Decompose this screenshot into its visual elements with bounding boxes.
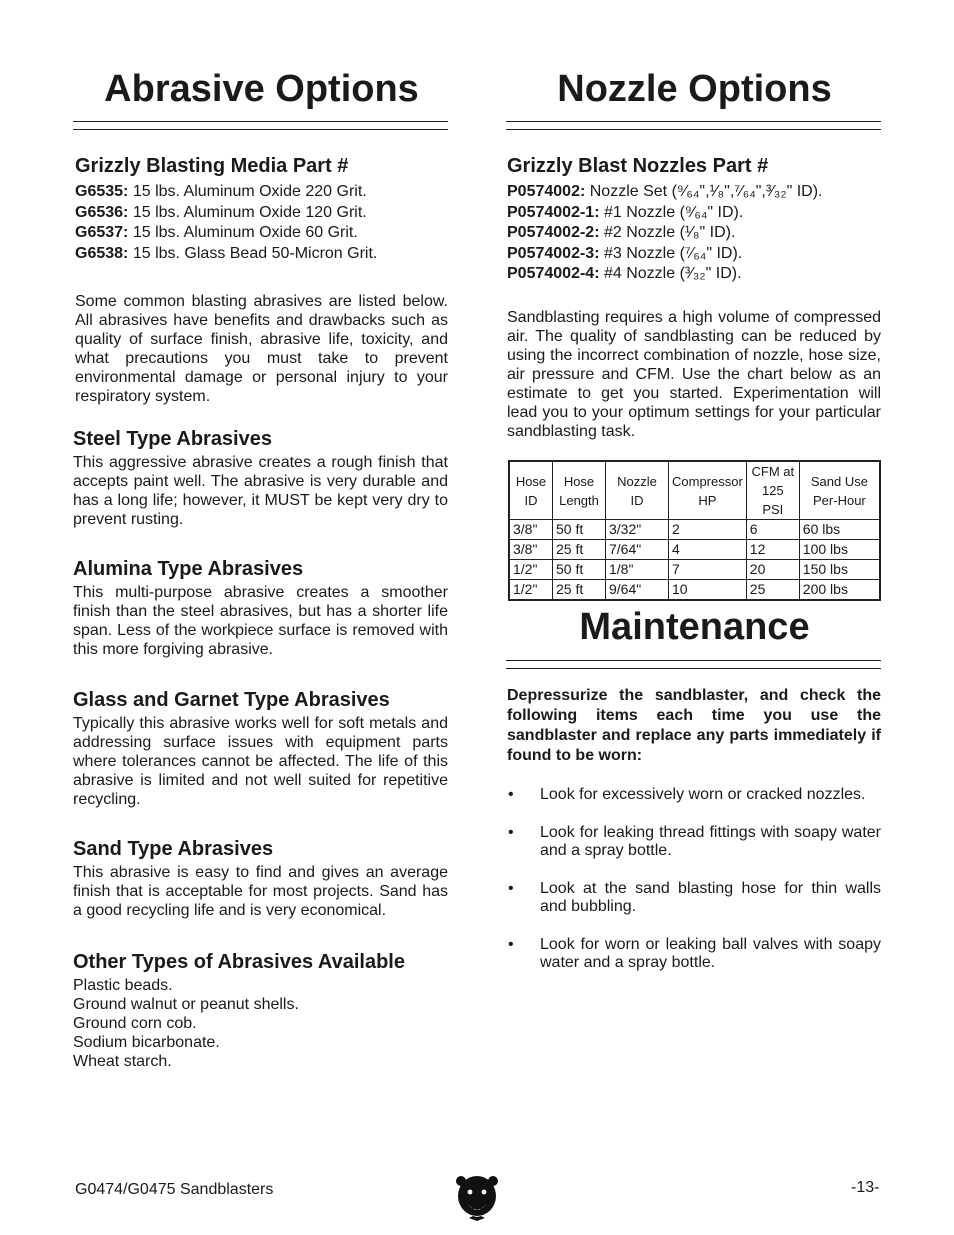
media-part-item: G6536: 15 lbs. Aluminum Oxide 120 Grit.	[75, 203, 367, 221]
media-part-item: G6537: 15 lbs. Aluminum Oxide 60 Grit.	[75, 224, 358, 241]
glass-text: Typically this abrasive works well for soft metals and addressing surface issues with equipment parts where tolerances cannot be affected. The life of this abrasive is limited and not well suited for repetitive recycling.	[73, 715, 448, 808]
table-cell: 12	[746, 540, 799, 560]
table-cell: 1/8"	[606, 560, 669, 580]
sand-text: This abrasive is easy to find and gives an average finish that is acceptable for most projects. Sand has a good recycling life and is very economical.	[73, 864, 448, 919]
nozzle-parts-section	[507, 154, 881, 285]
table-cell: 200 lbs	[799, 580, 880, 601]
nozzle-part-item: P0574002-1: #1 Nozzle (⁹⁄₆₄" ID).	[507, 203, 744, 221]
table-cell: 7	[669, 560, 747, 580]
abrasive-options-title: Abrasive Options	[104, 68, 419, 110]
steel-heading: Steel Type Abrasives	[73, 428, 272, 450]
table-cell: 25 ft	[553, 580, 606, 601]
title-rule-right	[506, 121, 881, 130]
nozzle-part-item: P0574002-3: #3 Nozzle (⁷⁄₆₄" ID).	[507, 244, 743, 262]
maintenance-checklist	[508, 786, 881, 992]
table-cell: 20	[746, 560, 799, 580]
table-cell: 25	[746, 580, 799, 601]
table-cell: 4	[669, 540, 747, 560]
steel-text: This aggressive abrasive creates a rough finish that accepts paint well. The abrasive is very durable and has a long life; however, it MUST be kept very dry to prevent rusting.	[73, 454, 448, 528]
list-item: Ground walnut or peanut shells.	[73, 996, 299, 1013]
glass-section	[73, 688, 448, 809]
maintenance-warning: Depressurize the sandblaster, and check the following items each time you use the sandblaster and replace any parts immediately if found to be worn:	[507, 687, 881, 764]
table-cell: 6	[746, 520, 799, 540]
table-row	[509, 580, 880, 601]
table-cell: 2	[669, 520, 747, 540]
media-part-list	[75, 182, 448, 264]
column-header: Hose ID	[509, 461, 553, 520]
nozzle-part-list	[507, 182, 881, 285]
page-number: -13-	[851, 1179, 880, 1196]
table-row	[509, 560, 880, 580]
table-cell: 7/64"	[606, 540, 669, 560]
list-item: • Look for leaking thread fittings with soapy water and a spray bottle.	[508, 823, 881, 859]
list-item: Wheat starch.	[73, 1053, 172, 1070]
column-header: Compressor HP	[669, 461, 747, 520]
column-header: Hose Length	[553, 461, 606, 520]
abrasive-intro: Some common blasting abrasives are listed below. All abrasives have benefits and drawbacks such as quality of surface finish, abrasive life, toxicity, and what precautions you must take to prevent environmental damage or personal injury to your respiratory system.	[75, 293, 448, 405]
other-list	[73, 976, 448, 1071]
table-cell: 9/64"	[606, 580, 669, 601]
table-cell: 100 lbs	[799, 540, 880, 560]
sand-heading: Sand Type Abrasives	[73, 838, 274, 860]
other-heading: Other Types of Abrasives Available	[73, 951, 405, 973]
table-cell: 150 lbs	[799, 560, 880, 580]
list-item: • Look for worn or leaking ball valves with soapy water and a spray bottle.	[508, 935, 881, 971]
table-cell: 3/32"	[606, 520, 669, 540]
other-section	[73, 950, 448, 1071]
media-heading: Grizzly Blasting Media Part #	[75, 155, 349, 177]
list-item: • Look for excessively worn or cracked nozzles.	[508, 786, 866, 803]
table-cell: 1/2"	[509, 560, 553, 580]
list-item: • Look at the sand blasting hose for thin walls and bubbling.	[508, 879, 881, 915]
title-rule-maintenance	[506, 660, 881, 669]
nozzle-intro: Sandblasting requires a high volume of compressed air. The quality of sandblasting can be reduced by using the incorrect combination of nozzle, hose size, air pressure and CFM. Use the chart below as an estimate to get you started. Experimentation will lead you to your optimum settings for your particular sandblasting task.	[507, 309, 881, 440]
title-rule-left	[73, 121, 448, 130]
nozzle-part-item: P0574002-4: #4 Nozzle (³⁄₃₂" ID).	[507, 265, 742, 282]
media-part-item: G6535: 15 lbs. Aluminum Oxide 220 Grit.	[75, 183, 367, 200]
footer-model: G0474/G0475 Sandblasters	[75, 1181, 274, 1198]
column-header: Nozzle ID	[606, 461, 669, 520]
list-item: Ground corn cob.	[73, 1015, 197, 1032]
glass-heading: Glass and Garnet Type Abrasives	[73, 689, 390, 711]
table-cell: 60 lbs	[799, 520, 880, 540]
nozzle-options-title: Nozzle Options	[557, 68, 832, 110]
steel-section	[73, 427, 448, 529]
media-section	[75, 154, 448, 264]
alumina-text: This multi-purpose abrasive creates a smoother finish than the steel abrasives, but has a shorter life span. Less of the workpiece surface is removed with this more forgiving abrasive.	[73, 584, 448, 658]
media-part-item: G6538: 15 lbs. Glass Bead 50-Micron Grit.	[75, 244, 378, 262]
table-cell: 50 ft	[553, 520, 606, 540]
table-cell: 10	[669, 580, 747, 601]
list-item: Sodium bicarbonate.	[73, 1034, 220, 1051]
nozzle-part-item: P0574002: Nozzle Set (⁹⁄₆₄",¹⁄₈",⁷⁄₆₄",³⁄₃₂" ID).	[507, 183, 823, 200]
table-row	[509, 520, 880, 540]
air-requirements-table	[508, 460, 881, 601]
table-cell: 3/8"	[509, 540, 553, 560]
table-cell: 1/2"	[509, 580, 553, 601]
table-cell: 3/8"	[509, 520, 553, 540]
table-cell: 25 ft	[553, 540, 606, 560]
nozzle-part-item: P0574002-2: #2 Nozzle (¹⁄₈" ID).	[507, 224, 736, 241]
maintenance-title: Maintenance	[579, 606, 810, 648]
table-header-row	[509, 461, 880, 520]
column-header: CFM at 125 PSI	[746, 461, 799, 520]
grizzly-bear-logo-icon	[455, 1172, 499, 1222]
alumina-section	[73, 557, 448, 659]
nozzle-parts-heading: Grizzly Blast Nozzles Part #	[507, 155, 769, 177]
sand-section	[73, 837, 448, 920]
list-item: Plastic beads.	[73, 977, 173, 994]
table-row	[509, 540, 880, 560]
column-header: Sand Use Per-Hour	[799, 461, 880, 520]
alumina-heading: Alumina Type Abrasives	[73, 558, 304, 580]
table-cell: 50 ft	[553, 560, 606, 580]
